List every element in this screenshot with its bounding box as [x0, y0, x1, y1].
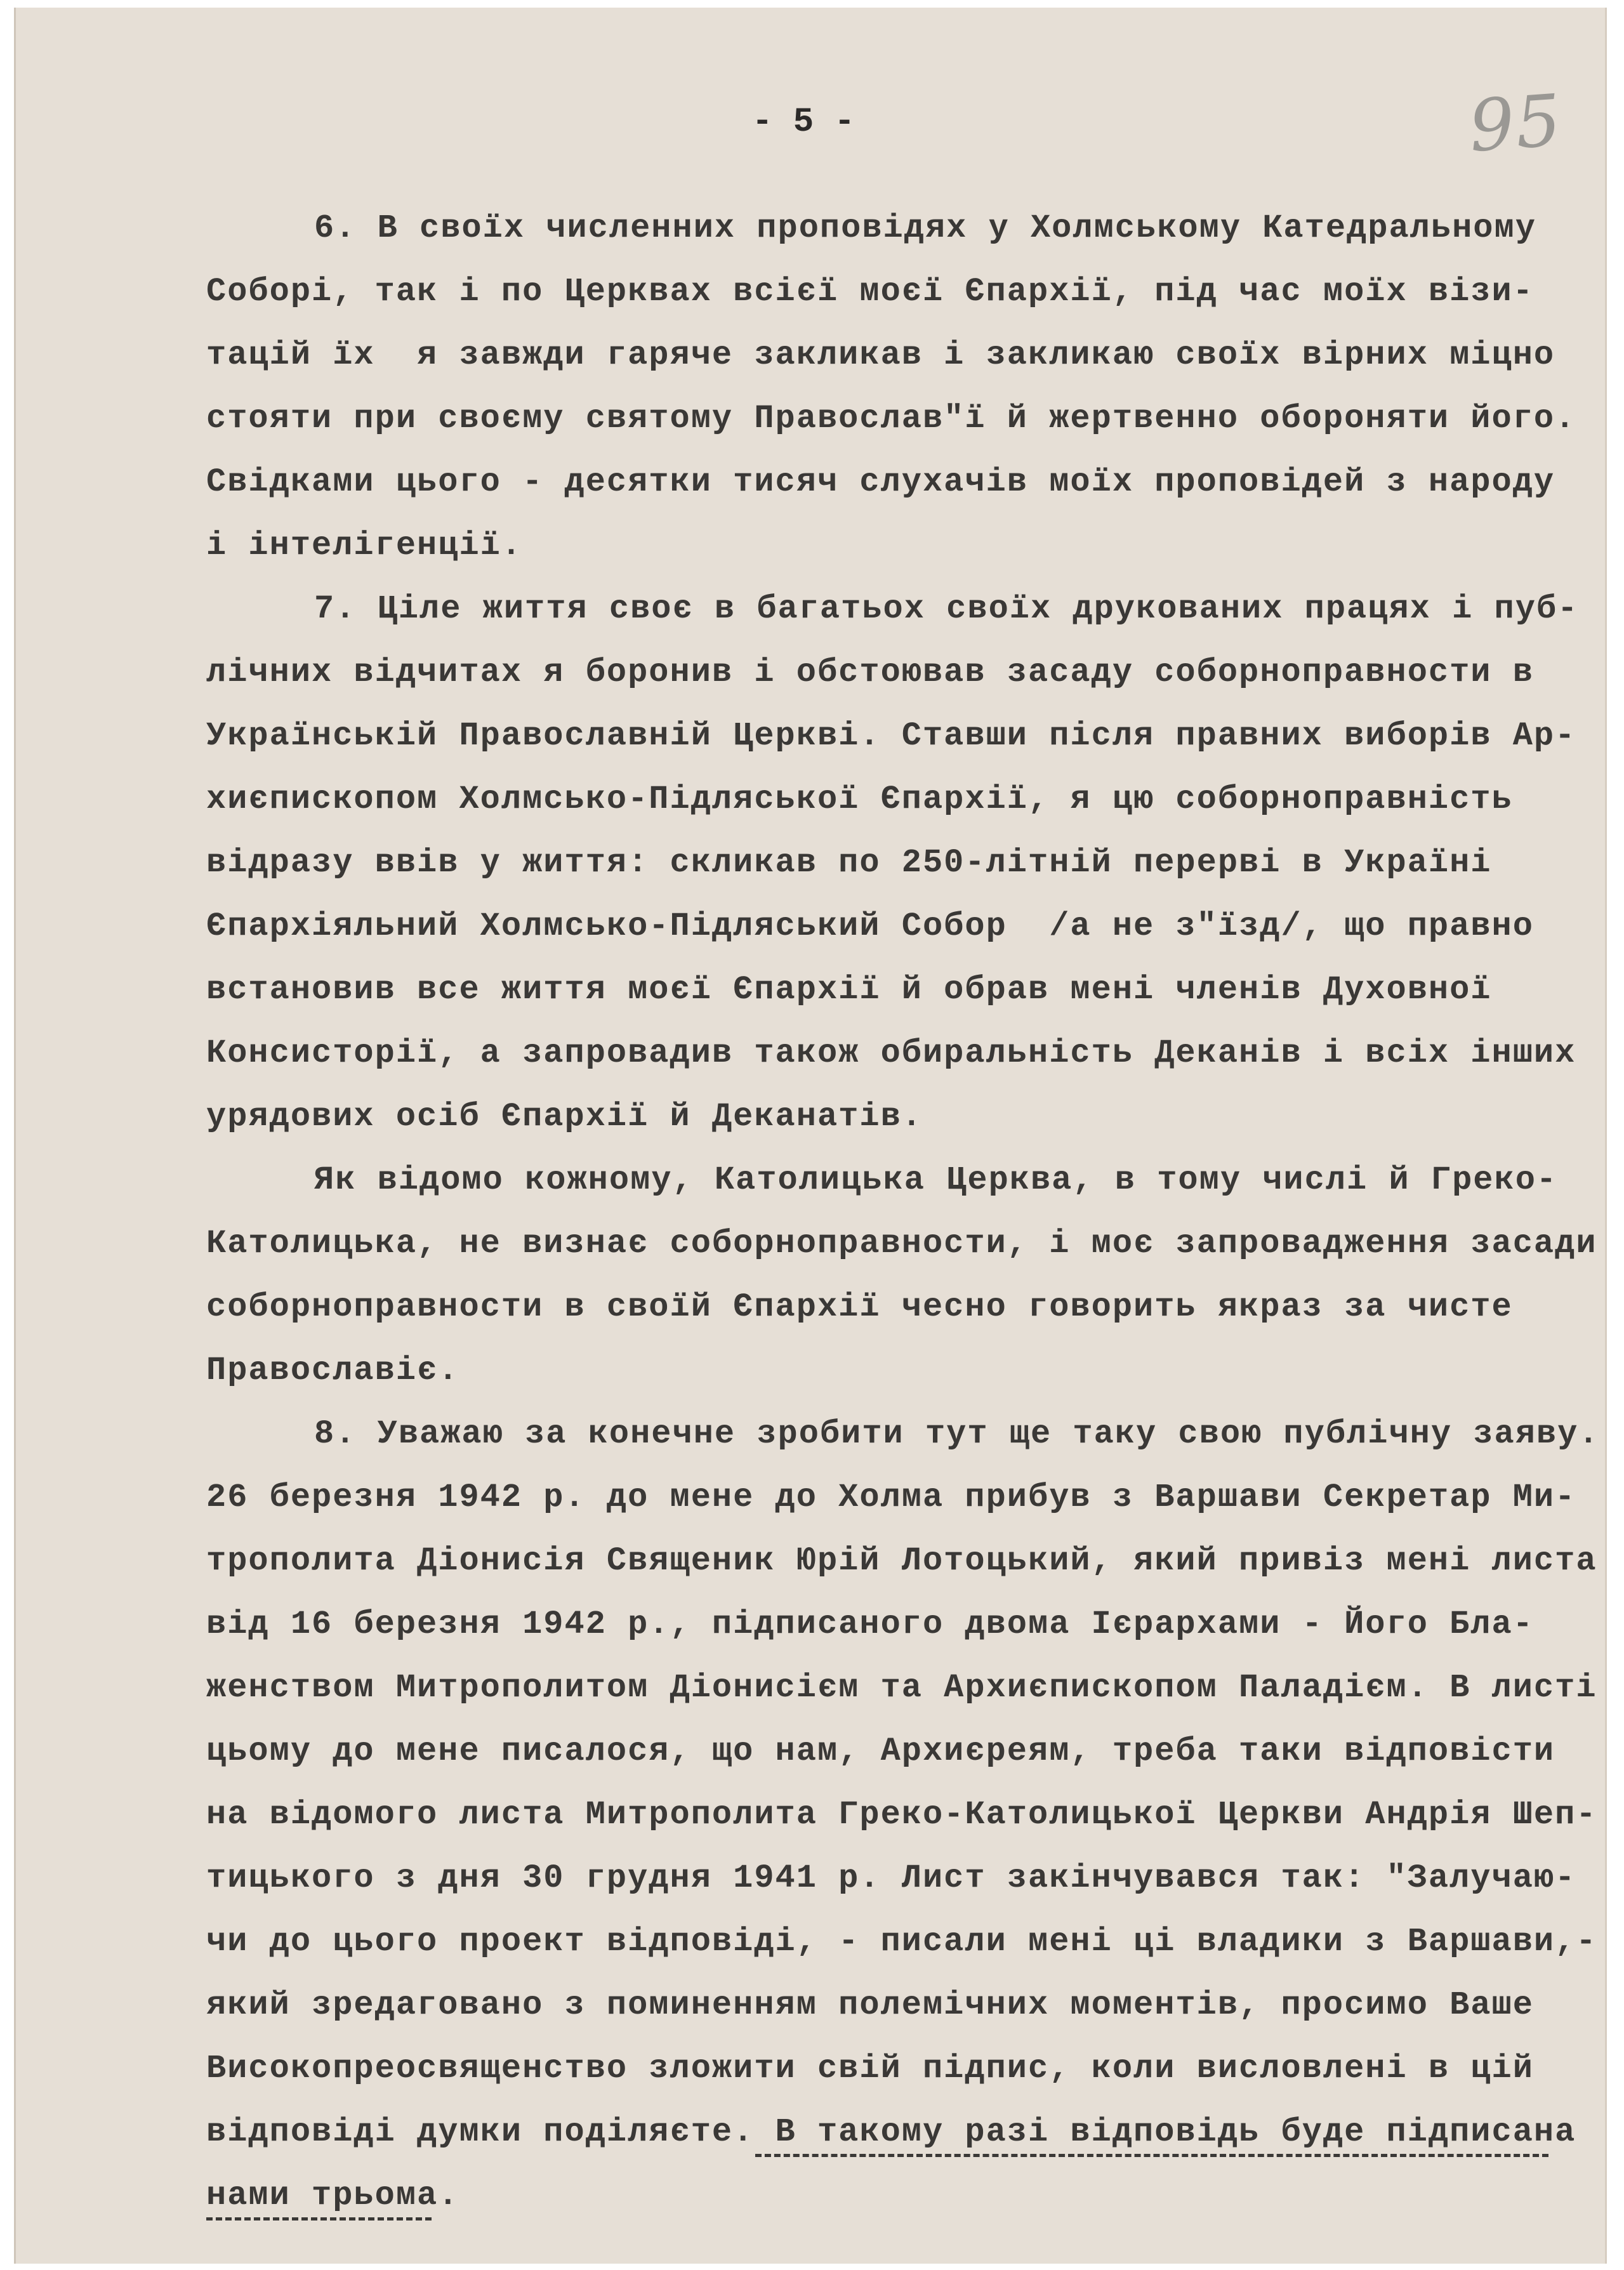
text-line: Свідками цього - десятки тисяч слухачів моїх проповідей з народу [206, 463, 1555, 501]
text-line: тацій їх я завжди гаряче закликав і закликаю своїх вірних міцно [206, 336, 1555, 374]
text-line: 26 березня 1942 р. до мене до Холма прибув з Варшави Секретар Ми- [206, 1479, 1576, 1516]
text-line: який зредаговано з поминенням полемічних моментів, просимо Ваше [206, 1986, 1534, 2024]
text-line: Соборі, так і по Церквах всієї моєї Єпархії, під час моїх візи- [206, 273, 1534, 310]
text-line: цьому до мене писалося, що нам, Архиєреям, треба таки відповісти [206, 1732, 1555, 1770]
text-line: женством Митрополитом Діонисієм та Архиєпископом Паладієм. В листі [206, 1669, 1597, 1706]
text-line: від 16 березня 1942 р., підписаного двома Ієрархами - Його Бла- [206, 1606, 1534, 1643]
text-line: 6. В своїх численних проповідях у Холмському Катедральному [314, 209, 1536, 247]
typed-underline [755, 2154, 1548, 2157]
typed-underline [206, 2217, 432, 2221]
text-line: Українській Православній Церкві. Ставши після правних виборів Ар- [206, 717, 1576, 755]
text-line: і інтелігенції. [206, 527, 523, 564]
text-line: 7. Ціле життя своє в багатьох своїх друкованих працях і пуб- [314, 590, 1579, 628]
text-line: чи до цього проект відповіді, - писали мені ці владики з Варшави,- [206, 1923, 1597, 1960]
text-line: Православіє. [206, 1352, 459, 1389]
text-line: Єпархіяльний Холмсько-Підляський Собор /а не з"їзд/, що правно [206, 907, 1534, 945]
text-line: нами трьома. [206, 2177, 459, 2214]
text-line: на відомого листа Митрополита Греко-Католицької Церкви Андрія Шеп- [206, 1796, 1597, 1833]
text-line: Консисторії, а запровадив також обиральність Деканів і всіх інших [206, 1034, 1576, 1072]
text-line: Католицька, не визнає соборноправности, і моє запровадження засади [206, 1225, 1597, 1262]
folio-number: 95 [1466, 79, 1565, 168]
text-line: стояти при своєму святому Православ"ї й жертвенно обороняти його. [206, 400, 1576, 437]
text-line: лічних відчитах я боронив і обстоював засаду соборноправности в [206, 654, 1534, 691]
text-line: встановив все життя моєї Єпархії й обрав мені членів Духовної [206, 971, 1492, 1008]
text-line: Високопреосвященство зложити свій підпис, коли висловлені в цій [206, 2050, 1534, 2087]
text-line: відповіді думки поділяєте. В такому разі відповідь буде підписана [206, 2113, 1576, 2151]
text-line: відразу ввів у життя: скликав по 250-літній перерві в Україні [206, 844, 1492, 881]
page-number: - 5 - [752, 103, 855, 142]
text-line: 8. Уважаю за конечне зробити тут ще таку свою публічну заяву. [314, 1415, 1600, 1453]
text-line: тицького з дня 30 грудня 1941 р. Лист закінчувався так: "Залучаю- [206, 1859, 1576, 1897]
document-page [14, 8, 1607, 2264]
text-line: соборноправности в своїй Єпархії чесно говорить якраз за чисте [206, 1288, 1513, 1326]
text-line: хиєпископом Холмсько-Підляської Єпархії, я цю соборноправність [206, 781, 1513, 818]
text-line: Як відомо кожному, Католицька Церква, в тому числі й Греко- [314, 1161, 1558, 1199]
text-line: трополита Діонисія Священик Юрій Лотоцький, який привіз мені листа [206, 1542, 1597, 1580]
text-line: урядових осіб Єпархії й Деканатів. [206, 1098, 923, 1135]
